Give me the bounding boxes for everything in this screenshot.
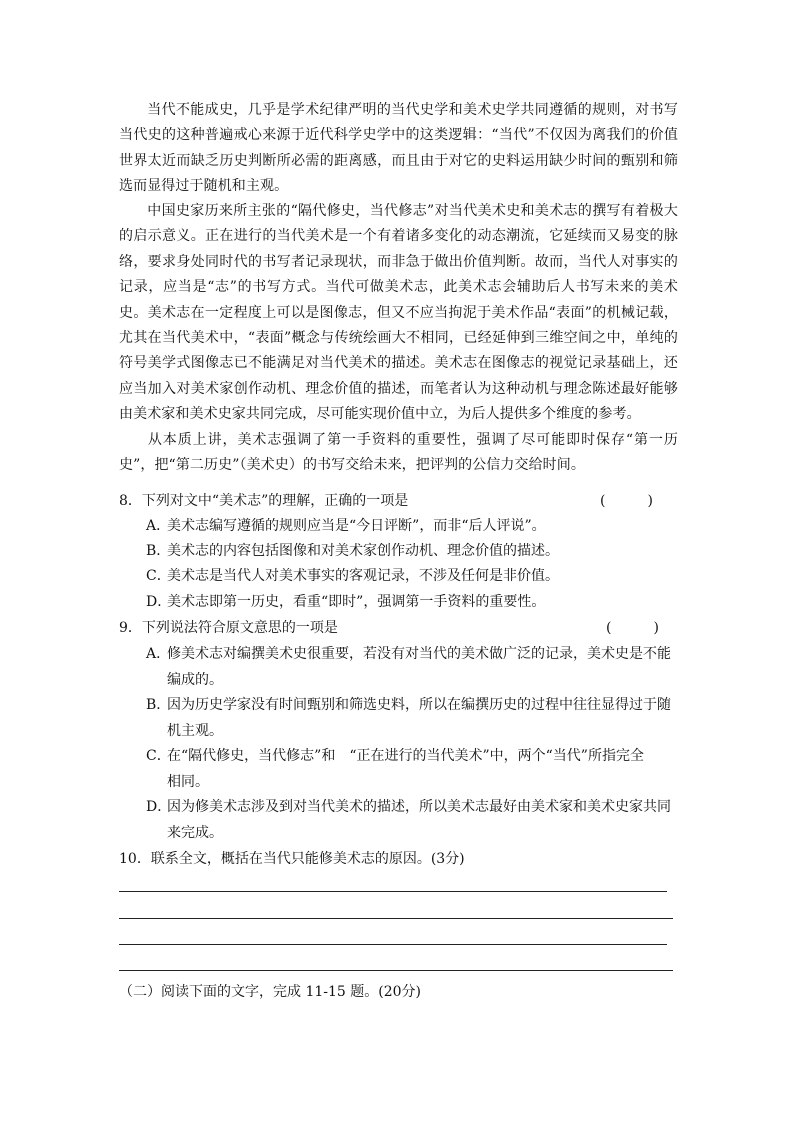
option-text-line2: 相同。 (167, 773, 209, 790)
option-text-line1: 因为历史学家没有时间甄别和筛选史料，所以在编撰历史的过程中往往显得过于随 (167, 697, 671, 713)
option-label: B． (146, 697, 171, 713)
section-2-heading: （二）阅读下面的文字，完成 11-15 题。(20分) (119, 984, 421, 1000)
passage-paragraph-3-text: 从本质上讲，美术志强调了第一手资料的重要性，强调了尽可能即时保存“第一历史”，把“第二历史”（美术史）的书写交给未来，把评判的公信力交给时间。 (119, 432, 678, 474)
question-8-option-b[interactable] (146, 539, 678, 565)
question-9-stem: 9．下列说法符合原文意思的一项是 (119, 620, 338, 636)
question-9-option-b[interactable] (146, 693, 678, 744)
question-9-option-d[interactable] (146, 795, 678, 846)
question-9-option-a[interactable] (146, 642, 678, 693)
option-label: C． (146, 748, 171, 764)
option-text-line2: 机主观。 (167, 722, 223, 739)
passage-paragraph-1 (119, 98, 678, 200)
option-label: C． (146, 568, 171, 584)
option-label: D． (146, 594, 172, 610)
question-8-option-c[interactable] (146, 564, 678, 590)
question-8-answer-paren[interactable]: ( ) (600, 493, 653, 509)
option-text-line1: 修美术志对编撰美术史很重要，若没有对当代的美术做广泛的记录，美术史是不能 (167, 646, 671, 662)
option-label: A． (146, 518, 171, 534)
question-9-answer-paren[interactable]: ( ) (606, 620, 659, 636)
option-text-line2: 编成的。 (167, 671, 223, 688)
question-8-stem: 8．下列对文中“美术志”的理解，正确的一项是 (119, 493, 409, 509)
passage-paragraph-2-text: 中国史家历来所主张的“隔代修史，当代修志”对当代美术史和美术志的撰写有着极大的启示意义。正在进行的当代美术是一个有着诸多变化的动态潮流，它延续而又易变的脉络，要求身处同时代的书写者记录现状，而非急于做出价值判断。故而，当代人对事实的记录，应当是“志”的书写方式。当代可做美术志，此美术志会辅助后人书写未来的美术史。美术志在一定程度上可以是图像志，但又不应当拘泥于美术作品“表面”的机械记载，尤其在当代美术中，“表面”概念与传统绘画大不相同，已经延伸到三维空间之中，单纯的符号美学式图像志已不能满足对当代美术的描述。美术志在图像志的视觉记录基础上，还应当加入对美术家创作动机、理念价值的描述，而笔者认为这种动机与理念陈述最好能够由美术家和美术史家共同完成，尽可能实现价值中立，为后人提供多个维度的参考。 (119, 203, 678, 423)
question-9-option-c[interactable] (146, 744, 678, 795)
answer-line-2[interactable] (119, 918, 673, 919)
option-label: A． (146, 646, 171, 662)
option-text: 美术志是当代人对美术事实的客观记录，不涉及任何是非价值。 (167, 568, 559, 584)
option-text-line2: 来完成。 (167, 824, 223, 841)
option-text-line1: 在“隔代修史，当代修志”和 “正在进行的当代美术”中，两个“当代”所指完全 (167, 748, 644, 764)
answer-line-4[interactable] (119, 970, 673, 971)
question-10-stem: 10．联系全文，概括在当代只能修美术志的原因。(3分) (119, 851, 465, 867)
option-text-line1: 因为修美术志涉及到对当代美术的描述，所以美术志最好由美术家和美术史家共同 (167, 799, 671, 815)
passage-paragraph-2 (119, 199, 678, 428)
question-8-option-a[interactable] (146, 514, 678, 540)
option-label: B． (146, 543, 171, 559)
option-label: D． (146, 799, 172, 815)
passage-paragraph-3 (119, 428, 678, 479)
answer-line-3[interactable] (119, 944, 667, 945)
option-text: 美术志即第一历史，看重“即时”，强调第一手资料的重要性。 (167, 594, 546, 610)
option-text: 美术志的内容包括图像和对美术家创作动机、理念价值的描述。 (167, 543, 559, 559)
question-8-option-d[interactable] (146, 590, 678, 616)
passage-paragraph-1-text: 当代不能成史，几乎是学术纪律严明的当代史学和美术史学共同遵循的规则，对书写当代史的这种普遍戒心来源于近代科学史学中的这类逻辑：“当代”不仅因为离我们的价值世界太近而缺乏历史判断所必需的距离感，而且由于对它的史料运用缺少时间的甄别和筛选而显得过于随机和主观。 (119, 102, 678, 195)
option-text: 美术志编写遵循的规则应当是“今日评断”，而非“后人评说”。 (167, 518, 546, 534)
answer-line-1[interactable] (119, 891, 667, 892)
